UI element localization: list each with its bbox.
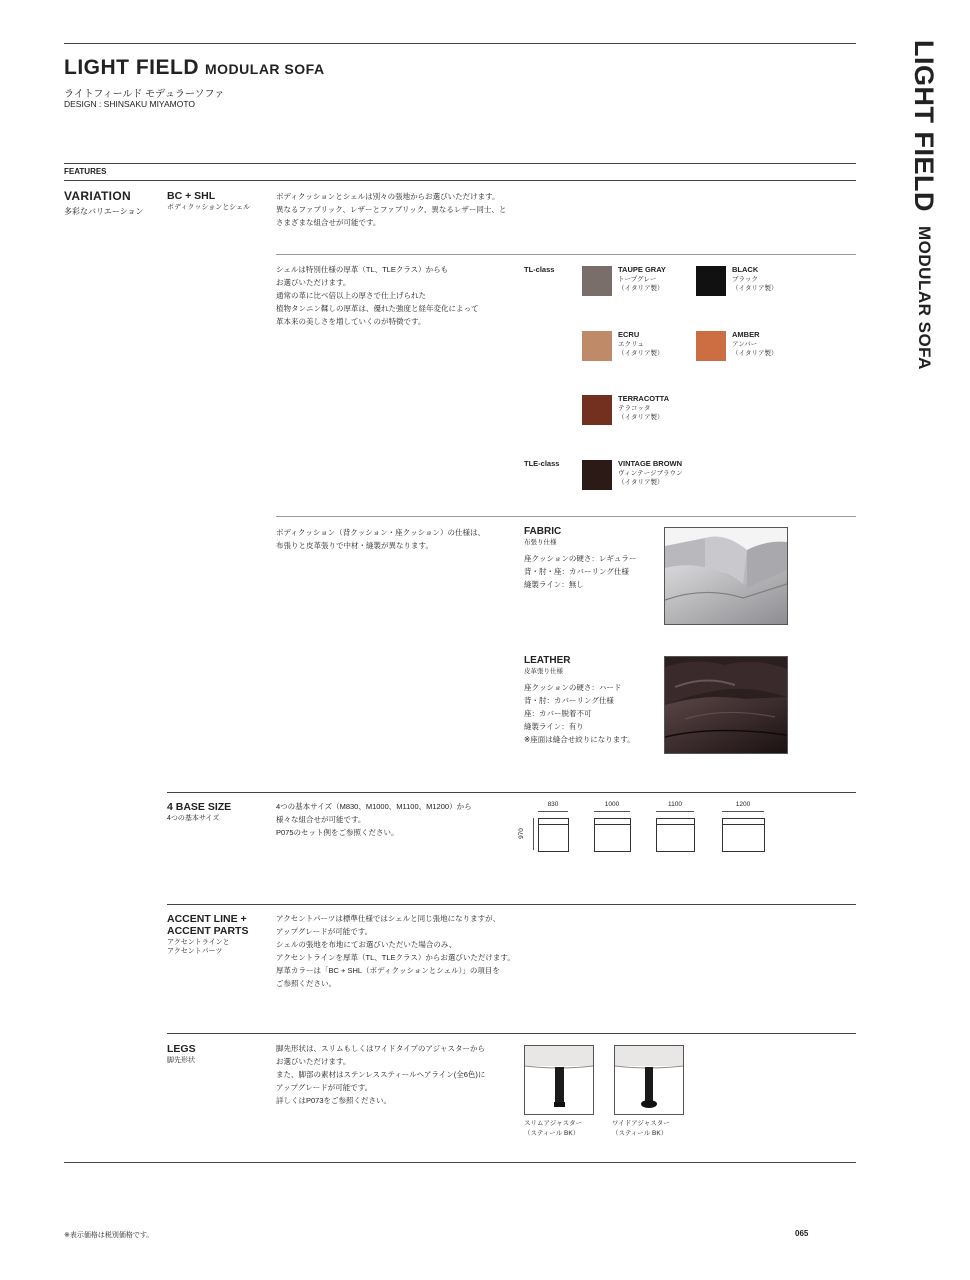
legs-text: 脚先形状は、スリムもしくはワイドタイプのアジャスターから お選びいただけます。 また、脚部の素材はステンレススティールヘアライン(全6色)に アップグレードが可能です。 詳しくはP073をご参照ください。 — [276, 1044, 486, 1105]
swatch-amber-label: AMBER アンバー （イタリア製） — [732, 330, 778, 357]
swatch-vintage-brown — [582, 460, 612, 490]
size-label-1100: 1100 — [668, 801, 682, 808]
swatch-ecru-label: ECRU エクリュ （イタリア製） — [618, 330, 664, 357]
swatch-vintage-brown-label: VINTAGE BROWN ヴィンテージブラウン （イタリア製） — [618, 459, 683, 486]
variation-jp: 多彩なバリエーション — [64, 207, 144, 216]
depth-label: 970 — [517, 828, 525, 839]
sofa-size-830-icon — [538, 818, 569, 852]
slim-adjuster-image — [524, 1045, 594, 1115]
slim-adjuster-caption: スリムアジャスター （スティール BK） — [524, 1120, 583, 1137]
page-title — [64, 56, 325, 80]
tle-class-label: TLE-class — [524, 459, 560, 468]
leather-jp: 皮革張り仕様 — [524, 668, 563, 675]
bc-shl-title: BC + SHL — [167, 190, 216, 202]
swatch-taupe-gray-label: TAUPE GRAY トープグレー （イタリア製） — [618, 265, 666, 292]
base-size-jp: 4つの基本サイズ — [167, 815, 220, 822]
fabric-jp: 布張り仕様 — [524, 539, 557, 546]
fabric-title: FABRIC — [524, 526, 562, 537]
sofa-size-1200-icon — [722, 818, 765, 852]
swatch-black-label: BLACK ブラック （イタリア製） — [732, 265, 778, 292]
bottom-rule — [64, 1162, 856, 1163]
title-sub: MODULAR SOFA — [205, 61, 325, 77]
size-label-830: 830 — [547, 801, 559, 808]
footer-note: ※表示価格は税別価格です。 — [64, 1232, 154, 1239]
designer-credit: DESIGN : SHINSAKU MIYAMOTO — [64, 99, 195, 109]
page-number: 065 — [795, 1229, 809, 1238]
top-rule — [64, 43, 856, 44]
leather-sofa-image — [664, 656, 788, 754]
leather-block — [524, 655, 635, 746]
bc-shl-text: ボディクッションとシェルは別々の張地からお選びいただけます。 異なるファブリック、レザーとファブリック、異なるレザー同士、と さまざまな組合せが可能です。 — [276, 192, 507, 227]
wide-adjuster-caption: ワイドアジャスター （スティール BK） — [612, 1120, 670, 1137]
sofa-size-1000-icon — [594, 818, 631, 852]
side-title-sub: MODULAR SOFA — [915, 226, 934, 371]
base-size-text: 4つの基本サイズ（M830、M1000、M1100、M1200）から 様々な組合せが可能です。 P075のセット例をご参照ください。 — [276, 802, 472, 837]
swatch-terracotta — [582, 395, 612, 425]
fabric-sofa-image — [664, 527, 788, 625]
accent-jp: アクセントラインと アクセントパーツ — [167, 939, 230, 955]
leather-specs: 座クッションの硬さ：ハード 背・肘：カバーリング仕様 座：カバー脱着不可 縫製ライン：有り ※座面は縫合せ絞りになります。 — [524, 683, 635, 744]
leather-title: LEATHER — [524, 655, 571, 666]
body-cushion-text: ボディクッション（背クッション・座クッション）の仕様は、 布張りと皮革張りで中材・縫製が異なります。 — [276, 528, 485, 550]
dim-line-1000 — [594, 811, 630, 812]
side-title — [899, 40, 939, 400]
dim-line-1200 — [722, 811, 764, 812]
features-rule-bottom — [64, 180, 856, 181]
fabric-block — [524, 526, 636, 591]
title-main: LIGHT FIELD — [64, 56, 199, 79]
depth-dimension — [517, 818, 534, 850]
sofa-size-1100-icon — [656, 818, 695, 852]
base-size-title: 4 BASE SIZE — [167, 801, 232, 813]
side-title-main: LIGHT FIELD — [909, 40, 939, 212]
swatch-black — [696, 266, 726, 296]
features-label: FEATURES — [64, 167, 107, 176]
title-jp: ライトフィールド モデュラーソファ — [64, 89, 225, 100]
base-size-rule — [167, 792, 856, 793]
body-cushion-rule — [276, 516, 856, 517]
accent-rule — [167, 904, 856, 905]
shell-text: シェルは特別仕様の厚革（TL、TLEクラス）からも お選びいただけます。 通常の革に比べ倍以上の厚さで仕上げられた 植物タンニン鞣しの厚革は、優れた強度と経年変化によって 革本来の美しさを増していくのが特徴です。 — [276, 265, 479, 326]
accent-text: アクセントパーツは標準仕様ではシェルと同じ張地になりますが、 アップグレードが可能です。 シェルの張地を布地にてお選びいただいた場合のみ、 アクセントラインを厚革（TL、TLEクラス）からお選びいただけます。 厚革カラーは「BC + SHL（ボディクッションとシェル）」の項目を ご参照ください。 — [276, 914, 515, 988]
legs-jp: 脚先形状 — [167, 1057, 195, 1064]
swatch-ecru — [582, 331, 612, 361]
depth-line — [533, 818, 534, 850]
tl-class-label: TL-class — [524, 265, 555, 274]
shell-rule — [276, 254, 856, 255]
wide-adjuster-image — [614, 1045, 684, 1115]
fabric-specs: 座クッションの硬さ：レギュラー 背・肘・座：カバーリング仕様 縫製ライン：無し — [524, 554, 637, 589]
dim-line-1100 — [656, 811, 694, 812]
accent-title: ACCENT LINE + ACCENT PARTS — [167, 913, 249, 937]
legs-title: LEGS — [167, 1043, 196, 1055]
size-label-1200: 1200 — [735, 801, 751, 808]
size-label-1000: 1000 — [604, 801, 620, 808]
swatch-taupe-gray — [582, 266, 612, 296]
legs-rule — [167, 1033, 856, 1034]
swatch-terracotta-label: TERRACOTTA テラコッタ （イタリア製） — [618, 394, 670, 421]
variation-title: VARIATION — [64, 189, 131, 203]
swatch-amber — [696, 331, 726, 361]
bc-shl-jp: ボディクッションとシェル — [167, 204, 251, 211]
features-rule-top — [64, 163, 856, 164]
dim-line-830 — [538, 811, 568, 812]
